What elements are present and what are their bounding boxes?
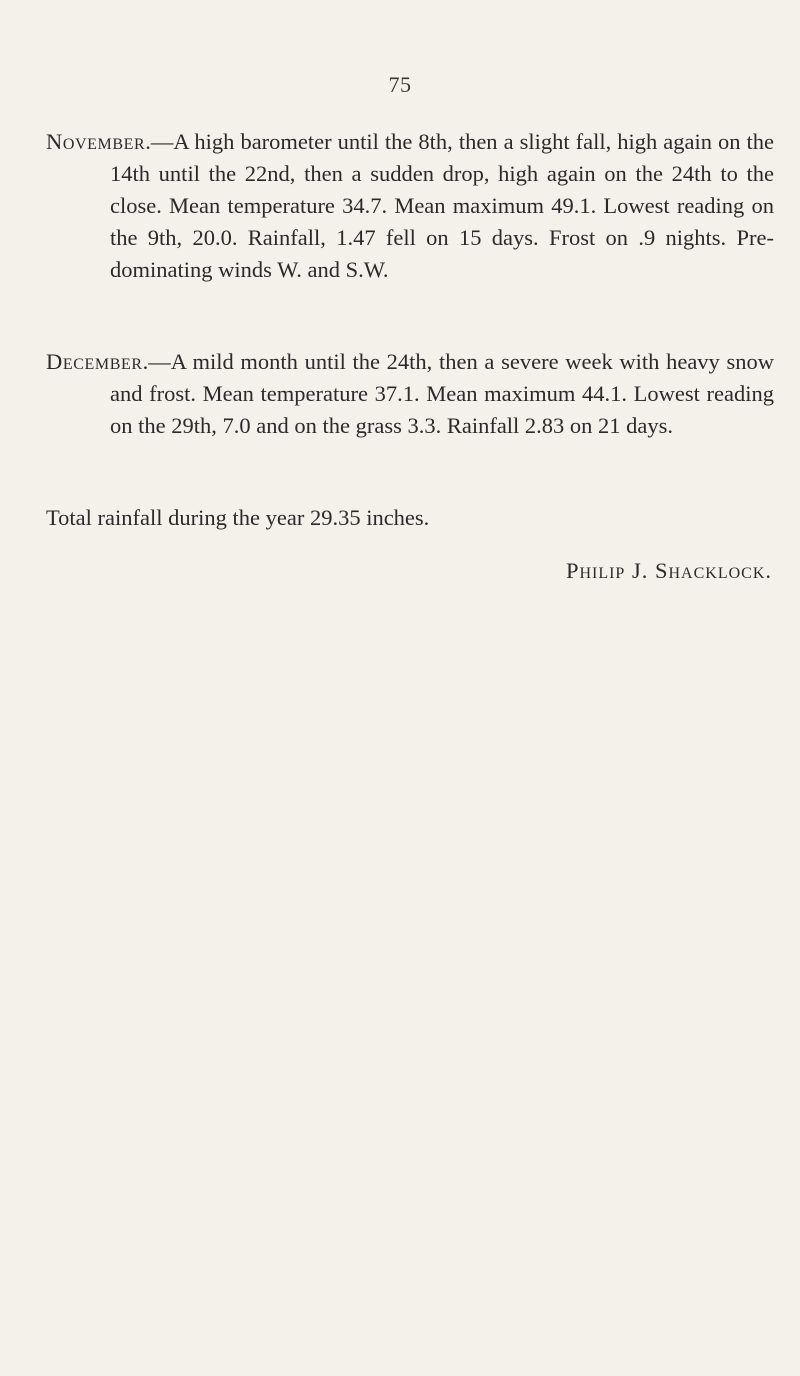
december-text: .—A mild month until the 24th, then a severe week with heavy snow and frost. Mean temperature 37.1. Mean maximum 44.1. Lowest reading on the 29th, 7.0 and on the grass 3.3. Rainfall 2.83 on 21 days. <box>110 349 774 438</box>
november-paragraph <box>46 126 774 286</box>
total-rainfall: Total rainfall during the year 29.35 inches. <box>46 505 430 530</box>
november-text: .—A high barometer until the 8th, then a slight fall, high again on the 14th until the 22nd, then a sudden drop, high again on the 24th to the close. Mean temperature 34.7. Mean maximum 49.1. Lowest reading on the 9th, 20.0. Rainfall, 1.47 fell on 15 days. Frost on .9 nights. Predominating winds W. and S.W. <box>110 129 774 282</box>
page-number: 75 <box>388 72 412 97</box>
month-heading-november: November <box>46 129 146 154</box>
november-entry <box>46 126 774 286</box>
signature: Philip J. Shacklock. <box>565 558 772 583</box>
december-entry <box>46 346 774 442</box>
december-paragraph <box>46 346 774 442</box>
month-heading-december: December <box>46 349 143 374</box>
